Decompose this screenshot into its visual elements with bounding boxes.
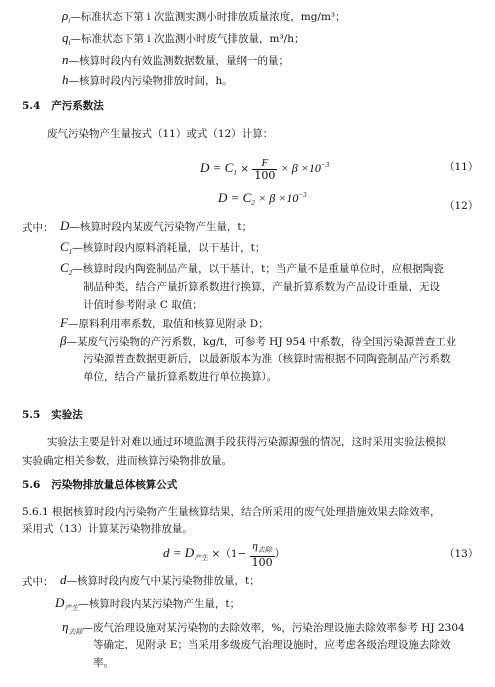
def-h [62, 73, 233, 88]
def-beta-cont2: 单位，结合产量折算系数进行单位换算）。 [83, 371, 278, 383]
where-label: 式中： [22, 222, 54, 234]
fraction: $\frac{F}{100}$ [254, 156, 276, 182]
equation-number-13: （13） [444, 548, 479, 560]
paragraph-5-5-line2: 实验确定相关参数，进而核算污染物排放量。 [22, 455, 232, 467]
def-text: —标准状态下第 i 次监测小时废气排放量，m³/h； [70, 33, 305, 45]
paragraph-5-4: 废气污染物产生量按式（11）或式（12）计算： [47, 128, 274, 140]
def-C2-cont2: 计值时参考附录 C 取值； [83, 299, 203, 311]
section-heading-5-6: 5.6 污染物排放量总体核算公式 [22, 479, 178, 491]
def-C2: $C_2—$核算时段内陶瓷制品产量，以干基计，t；当产量不是重量单位时，应根据陶瓷 [60, 260, 444, 277]
fraction: $\frac{\eta_{去除}}{100}$ [251, 539, 273, 569]
section-heading-5-5: 5.5 实验法 [22, 409, 83, 421]
def-q [62, 31, 304, 50]
paragraph-5-6-1-line2: 采用式（13）计算某污染物排放量。 [22, 523, 193, 535]
symbol: $\rho_i$ [62, 8, 71, 25]
def-rho [62, 9, 346, 28]
equation-11: $D = C_1$ × $\frac{F}{100}$ × $\beta \times 10^{-3}$ [200, 156, 330, 182]
def-eta: $\eta_{去除}—$废气治理设施对某污染物的去除效率，%，污染治理设施去除效率参考 HJ 2304 [62, 619, 465, 636]
paragraph-5-5-line1: 实验法主要是针对难以通过环境监测手段获得污染源源强的情况，这时采用实验法模拟 [47, 436, 446, 448]
def-text: —核算时段内污染物排放时间，h。 [68, 75, 233, 87]
symbol: $q_i$ [62, 30, 71, 47]
def-n [62, 53, 289, 68]
def-d: d—核算时段内废气中某污染物排放量，t； [60, 572, 260, 587]
where-label-2: 式中： [22, 576, 54, 588]
equation-12: $D = C_2 \times \beta \times 10^{-3}$ [218, 190, 307, 207]
def-text: —核算时段内有效监测数据数量，量纲一的量； [68, 55, 289, 67]
def-D-produced: $D_{产生}—$核算时段内某污染物产生量，t； [55, 595, 241, 612]
def-beta-cont1: 污染源普查数据更新后，以最新版本为准（核算时需根据不同陶瓷制品产污系数 [83, 353, 451, 365]
equation-13: $d = D_{产生} \times(1-$ $\frac{\eta_{去除}}{100}$ ） [163, 539, 286, 569]
paragraph-5-6-1-line1: 5.6.1 根据核算时段内污染物产生量核算结果，结合所采用的废气处理措施效果去除效率， [22, 506, 441, 518]
symbol: n [62, 52, 69, 67]
equation-number-11: （11） [444, 161, 479, 173]
def-C2-cont1: 制品种类，结合产量折算系数进行换算，产量折算系数为产品设计重量，无设 [83, 281, 440, 293]
def-text: —标准状态下第 i 次监测实测小时排放质量浓度，mg/m³； [70, 11, 346, 23]
def-C1: $C_1—$核算时段内原料消耗量，以干基计，t； [60, 239, 266, 256]
def-beta: β—某废气污染物的产污系数，kg/t，可参考 HJ 954 中系数，待全国污染源普查工业 [60, 333, 457, 348]
symbol: h [62, 72, 69, 87]
def-F: F—原料利用率系数，取值和核算见附录 D； [60, 315, 269, 330]
def-D: D—核算时段内某废气污染物产生量，t； [60, 218, 253, 233]
def-eta-cont1: 等确定，见附录 E；当采用多级废气治理设施时，应考虑各级治理设施去除效 [93, 639, 451, 651]
equation-number-12: （12） [444, 200, 479, 212]
def-eta-cont2: 率。 [93, 657, 114, 669]
section-heading-5-4: 5.4 产污系数法 [22, 100, 104, 112]
